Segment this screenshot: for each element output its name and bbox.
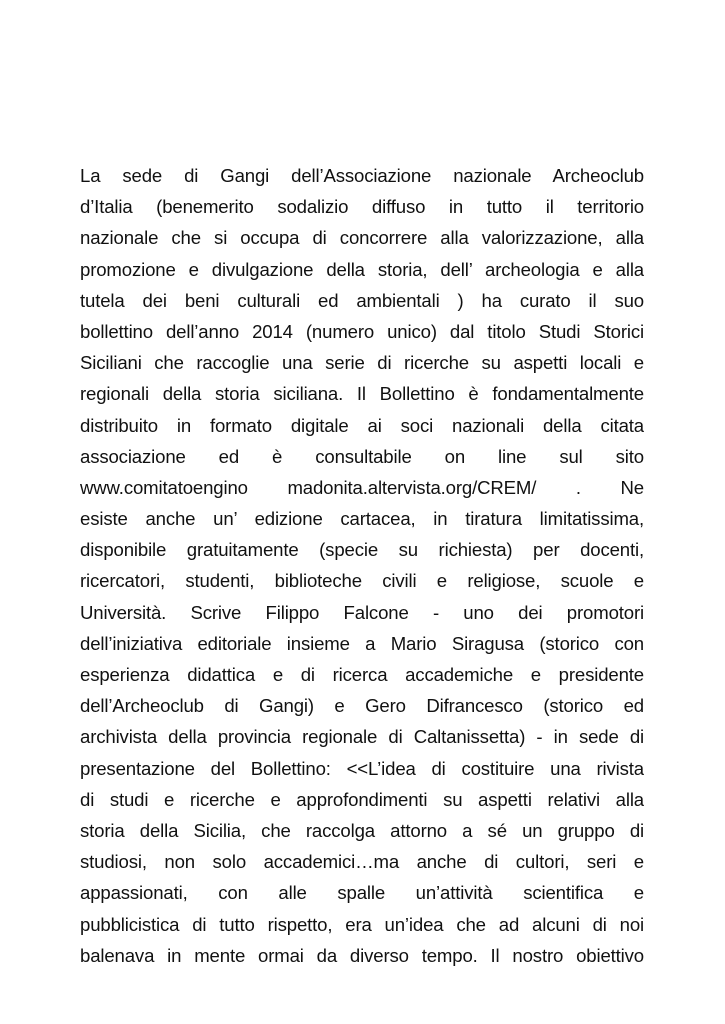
text-line: di studi e ricerche e approfondimenti su aspetti relativi alla (80, 788, 644, 810)
text-line: distribuito in formato digitale ai soci nazionali della citata (80, 414, 644, 436)
text-line: Università. Scrive Filippo Falcone - uno dei promotori (80, 601, 644, 623)
text-line: appassionati, con alle spalle un’attività scientifica e (80, 882, 644, 904)
text-line: La sede di Gangi dell’Associazione nazionale Archeoclub (80, 165, 644, 186)
body-text (80, 160, 644, 971)
text-line: regionali della storia siciliana. Il Bollettino è fondamentalmente (80, 383, 644, 405)
text-line: presentazione del Bollettino: <<L’idea di costituire una rivista (80, 757, 644, 779)
text-line: tutela dei beni culturali ed ambientali ) ha curato il suo (80, 289, 644, 311)
text-line: dell’iniziativa editoriale insieme a Mario Siragusa (storico con (80, 632, 644, 654)
text-line: associazione ed è consultabile on line sul sito (80, 445, 644, 467)
text-line: esperienza didattica e di ricerca accademiche e presidente (80, 664, 644, 685)
text-line: disponibile gratuitamente (specie su richiesta) per docenti, (80, 539, 644, 561)
text-line: Siciliani che raccoglie una serie di ricerche su aspetti locali e (80, 352, 644, 374)
text-line: nazionale che si occupa di concorrere alla valorizzazione, alla (80, 227, 644, 249)
text-line: storia della Sicilia, che raccolga attorno a sé un gruppo di (80, 819, 644, 841)
text-line: archivista della provincia regionale di Caltanissetta) - in sede di (80, 726, 644, 748)
text-line: bollettino dell’anno 2014 (numero unico) dal titolo Studi Storici (80, 320, 644, 342)
text-line: balenava in mente ormai da diverso tempo. Il nostro obiettivo (80, 944, 644, 966)
text-line: www.comitatoengino madonita.altervista.org/CREM/ . Ne (80, 476, 644, 498)
text-line: promozione e divulgazione della storia, dell’ archeologia e alla (80, 258, 644, 280)
text-line: esiste anche un’ edizione cartacea, in tiratura limitatissima, (80, 508, 644, 530)
text-line: studiosi, non solo accademici…ma anche di cultori, seri e (80, 851, 644, 873)
text-line: d’Italia (benemerito sodalizio diffuso in tutto il territorio (80, 196, 644, 218)
text-line: pubblicistica di tutto rispetto, era un’idea che ad alcuni di noi (80, 913, 644, 935)
text-line: dell’Archeoclub di Gangi) e Gero Difrancesco (storico ed (80, 695, 644, 717)
text-line: ricercatori, studenti, biblioteche civili e religiose, scuole e (80, 570, 644, 592)
